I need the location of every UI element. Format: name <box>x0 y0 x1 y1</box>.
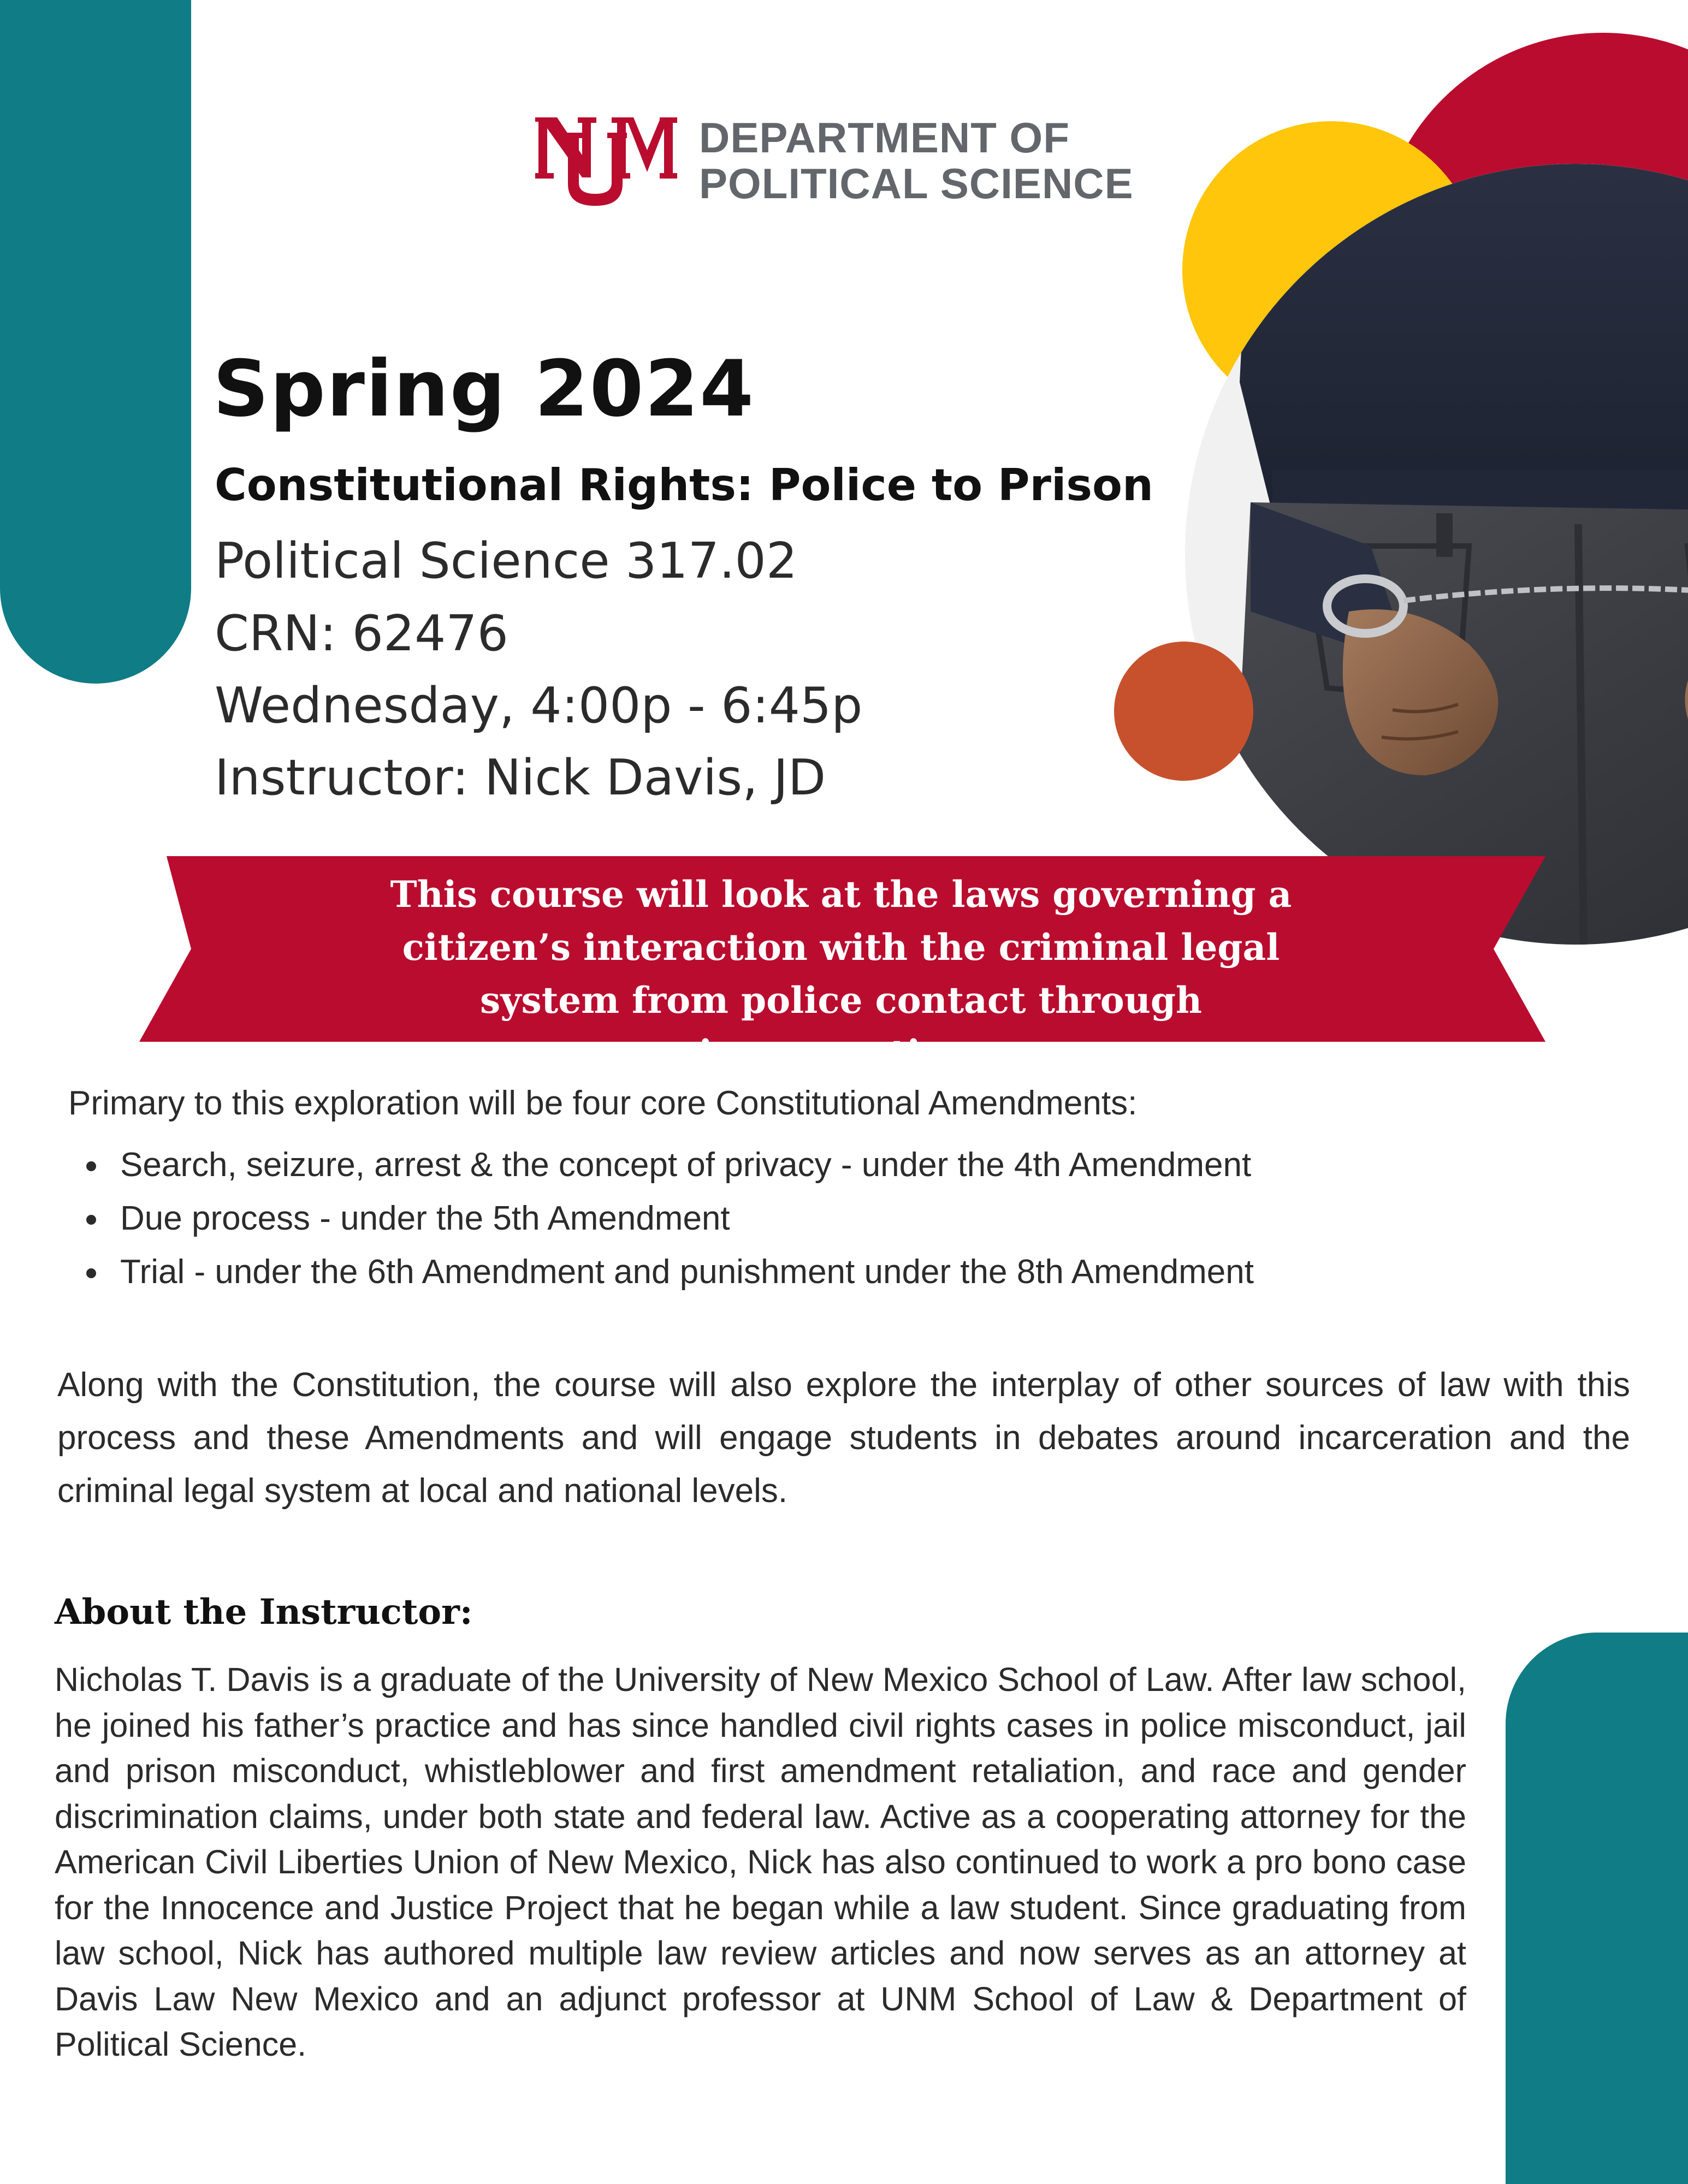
teal-decor-bottom <box>1506 1633 1688 2184</box>
semester-title: Spring 2024 <box>213 344 755 434</box>
course-title: Constitutional Rights: Police to Prison <box>215 460 1153 511</box>
amendment-item: Trial - under the 6th Amendment and punishment under the 8th Amendment <box>82 1245 1254 1299</box>
logo-text-line1: DEPARTMENT OF <box>699 114 1070 162</box>
logo-text-line2: POLITICAL SCIENCE <box>699 159 1134 207</box>
course-crn: CRN: 62476 <box>215 605 508 662</box>
amendments-list <box>82 1138 1254 1299</box>
course-schedule: Wednesday, 4:00p - 6:45p <box>215 677 863 734</box>
amendment-item: Due process - under the 5th Amendment <box>82 1192 1254 1245</box>
amendments-intro: Primary to this exploration will be four core Constitutional Amendments: <box>68 1084 1138 1122</box>
instructor-bio-paragraph: Nicholas T. Davis is a graduate of the University of New Mexico School of Law. After law school, he joined his father’s practice and has since handled civil rights cases in police misconduct, jail and prison misconduct, whistleblower and first amendment retaliation, and race and gender discrimination claims, under both state and federal law. Active as a cooperating attorney for the American Civil Liberties Union of New Mexico, Nick has also continued to work a pro bono case for the Innocence and Justice Project that he began while a law student. Since graduating from law school, Nick has authored multiple law review articles and now serves as an attorney at Davis Law New Mexico and an adjunct professor at UNM School of Law & Department of Political Science. <box>55 1661 1466 2063</box>
banner-text: This course will look at the laws governing a citizen’s interaction with the criminal legal system from police contact through incarceration. <box>390 873 1292 1075</box>
amendment-item: Search, seizure, arrest & the concept of privacy - under the 4th Amendment <box>82 1138 1254 1192</box>
teal-decor-top <box>0 0 191 684</box>
unm-logo-mark <box>535 112 677 210</box>
about-instructor-heading: About the Instructor: <box>55 1592 473 1633</box>
unm-political-science-logo <box>535 112 1169 221</box>
course-instructor: Instructor: Nick Davis, JD <box>215 749 826 806</box>
course-overview-paragraph: Along with the Constitution, the course will also explore the interplay of other sources of law with this process and these Amendments and will engage students in debates around incarceration and the criminal legal system at local and national levels. <box>57 1366 1630 1510</box>
course-number: Political Science 317.02 <box>215 532 798 590</box>
orange-circle-decor <box>1114 642 1253 781</box>
